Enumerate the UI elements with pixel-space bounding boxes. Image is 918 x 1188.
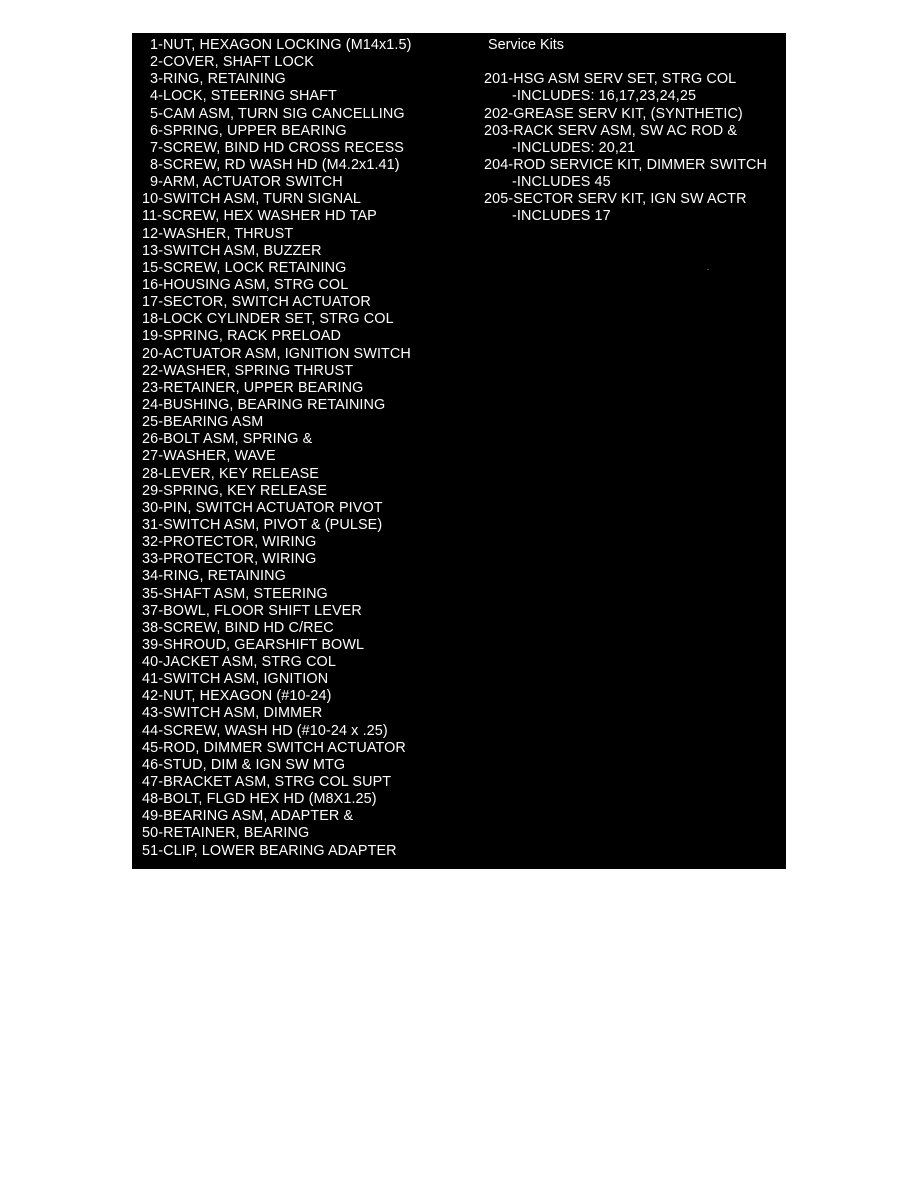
service-kit-item: 205-SECTOR SERV KIT, IGN SW ACTR bbox=[484, 191, 747, 208]
part-item: 26-BOLT ASM, SPRING & bbox=[142, 431, 313, 448]
part-item: 13-SWITCH ASM, BUZZER bbox=[142, 242, 322, 259]
part-item: 42-NUT, HEXAGON (#10-24) bbox=[142, 688, 332, 705]
service-kit-item: 201-HSG ASM SERV SET, STRG COL bbox=[484, 71, 737, 88]
part-item: 51-CLIP, LOWER BEARING ADAPTER bbox=[142, 842, 397, 859]
part-item: 10-SWITCH ASM, TURN SIGNAL bbox=[142, 191, 362, 208]
part-item: 17-SECTOR, SWITCH ACTUATOR bbox=[142, 294, 371, 311]
service-kit-item: 202-GREASE SERV KIT, (SYNTHETIC) bbox=[484, 105, 743, 122]
service-kit-item: 204-ROD SERVICE KIT, DIMMER SWITCH bbox=[484, 156, 767, 173]
service-kits-list bbox=[484, 71, 784, 225]
part-item: 12-WASHER, THRUST bbox=[142, 225, 294, 242]
part-item: 49-BEARING ASM, ADAPTER & bbox=[142, 808, 354, 825]
service-kit-includes: -INCLUDES 45 bbox=[512, 174, 611, 191]
part-item: 7-SCREW, BIND HD CROSS RECESS bbox=[150, 139, 404, 156]
part-item: 32-PROTECTOR, WIRING bbox=[142, 534, 317, 551]
part-item: 20-ACTUATOR ASM, IGNITION SWITCH bbox=[142, 345, 411, 362]
part-item: 41-SWITCH ASM, IGNITION bbox=[142, 671, 329, 688]
part-item: 37-BOWL, FLOOR SHIFT LEVER bbox=[142, 602, 362, 619]
part-item: 9-ARM, ACTUATOR SWITCH bbox=[150, 174, 343, 191]
part-item: 29-SPRING, KEY RELEASE bbox=[142, 482, 328, 499]
part-item: 48-BOLT, FLGD HEX HD (M8X1.25) bbox=[142, 791, 377, 808]
service-kit-includes: -INCLUDES: 20,21 bbox=[512, 139, 636, 156]
part-item: 8-SCREW, RD WASH HD (M4.2x1.41) bbox=[150, 156, 400, 173]
part-item: 24-BUSHING, BEARING RETAINING bbox=[142, 396, 386, 413]
part-item: 43-SWITCH ASM, DIMMER bbox=[142, 705, 323, 722]
part-item: 28-LEVER, KEY RELEASE bbox=[142, 465, 320, 482]
part-item: 19-SPRING, RACK PRELOAD bbox=[142, 328, 342, 345]
part-item: 18-LOCK CYLINDER SET, STRG COL bbox=[142, 311, 394, 328]
part-item: 3-RING, RETAINING bbox=[150, 71, 286, 88]
part-item: 33-PROTECTOR, WIRING bbox=[142, 551, 317, 568]
part-item: 31-SWITCH ASM, PIVOT & (PULSE) bbox=[142, 516, 383, 533]
part-item: 5-CAM ASM, TURN SIG CANCELLING bbox=[150, 105, 405, 122]
part-item: 11-SCREW, HEX WASHER HD TAP bbox=[142, 208, 377, 225]
part-item: 44-SCREW, WASH HD (#10-24 x .25) bbox=[142, 722, 388, 739]
service-kits-title: Service Kits bbox=[488, 37, 564, 53]
part-item: 38-SCREW, BIND HD C/REC bbox=[142, 619, 334, 636]
service-kit-includes: -INCLUDES: 16,17,23,24,25 bbox=[512, 88, 697, 105]
part-item: 27-WASHER, WAVE bbox=[142, 448, 276, 465]
part-item: 34-RING, RETAINING bbox=[142, 568, 286, 585]
part-item: 16-HOUSING ASM, STRG COL bbox=[142, 276, 349, 293]
part-item: 35-SHAFT ASM, STEERING bbox=[142, 585, 328, 602]
part-item: 39-SHROUD, GEARSHIFT BOWL bbox=[142, 636, 365, 653]
part-item: 6-SPRING, UPPER BEARING bbox=[150, 122, 347, 139]
part-item: 30-PIN, SWITCH ACTUATOR PIVOT bbox=[142, 499, 383, 516]
service-kit-includes: -INCLUDES 17 bbox=[512, 208, 611, 225]
part-item: 45-ROD, DIMMER SWITCH ACTUATOR bbox=[142, 739, 406, 756]
part-item: 50-RETAINER, BEARING bbox=[142, 825, 310, 842]
part-item: 1-NUT, HEXAGON LOCKING (M14x1.5) bbox=[150, 37, 412, 53]
part-item: 4-LOCK, STEERING SHAFT bbox=[150, 88, 337, 105]
part-item: 15-SCREW, LOCK RETAINING bbox=[142, 259, 347, 276]
service-kit-item: 203-RACK SERV ASM, SW AC ROD & bbox=[484, 122, 738, 139]
part-item: 46-STUD, DIM & IGN SW MTG bbox=[142, 756, 346, 773]
part-item: 25-BEARING ASM bbox=[142, 414, 264, 431]
parts-legend-panel bbox=[132, 33, 786, 869]
parts-list bbox=[136, 37, 476, 860]
part-item: 47-BRACKET ASM, STRG COL SUPT bbox=[142, 774, 392, 791]
part-item: 23-RETAINER, UPPER BEARING bbox=[142, 379, 364, 396]
part-item: 2-COVER, SHAFT LOCK bbox=[150, 54, 314, 71]
service-kits-section bbox=[484, 37, 784, 226]
scan-speck bbox=[707, 269, 709, 270]
part-item: 40-JACKET ASM, STRG COL bbox=[142, 654, 336, 671]
part-item: 22-WASHER, SPRING THRUST bbox=[142, 362, 354, 379]
